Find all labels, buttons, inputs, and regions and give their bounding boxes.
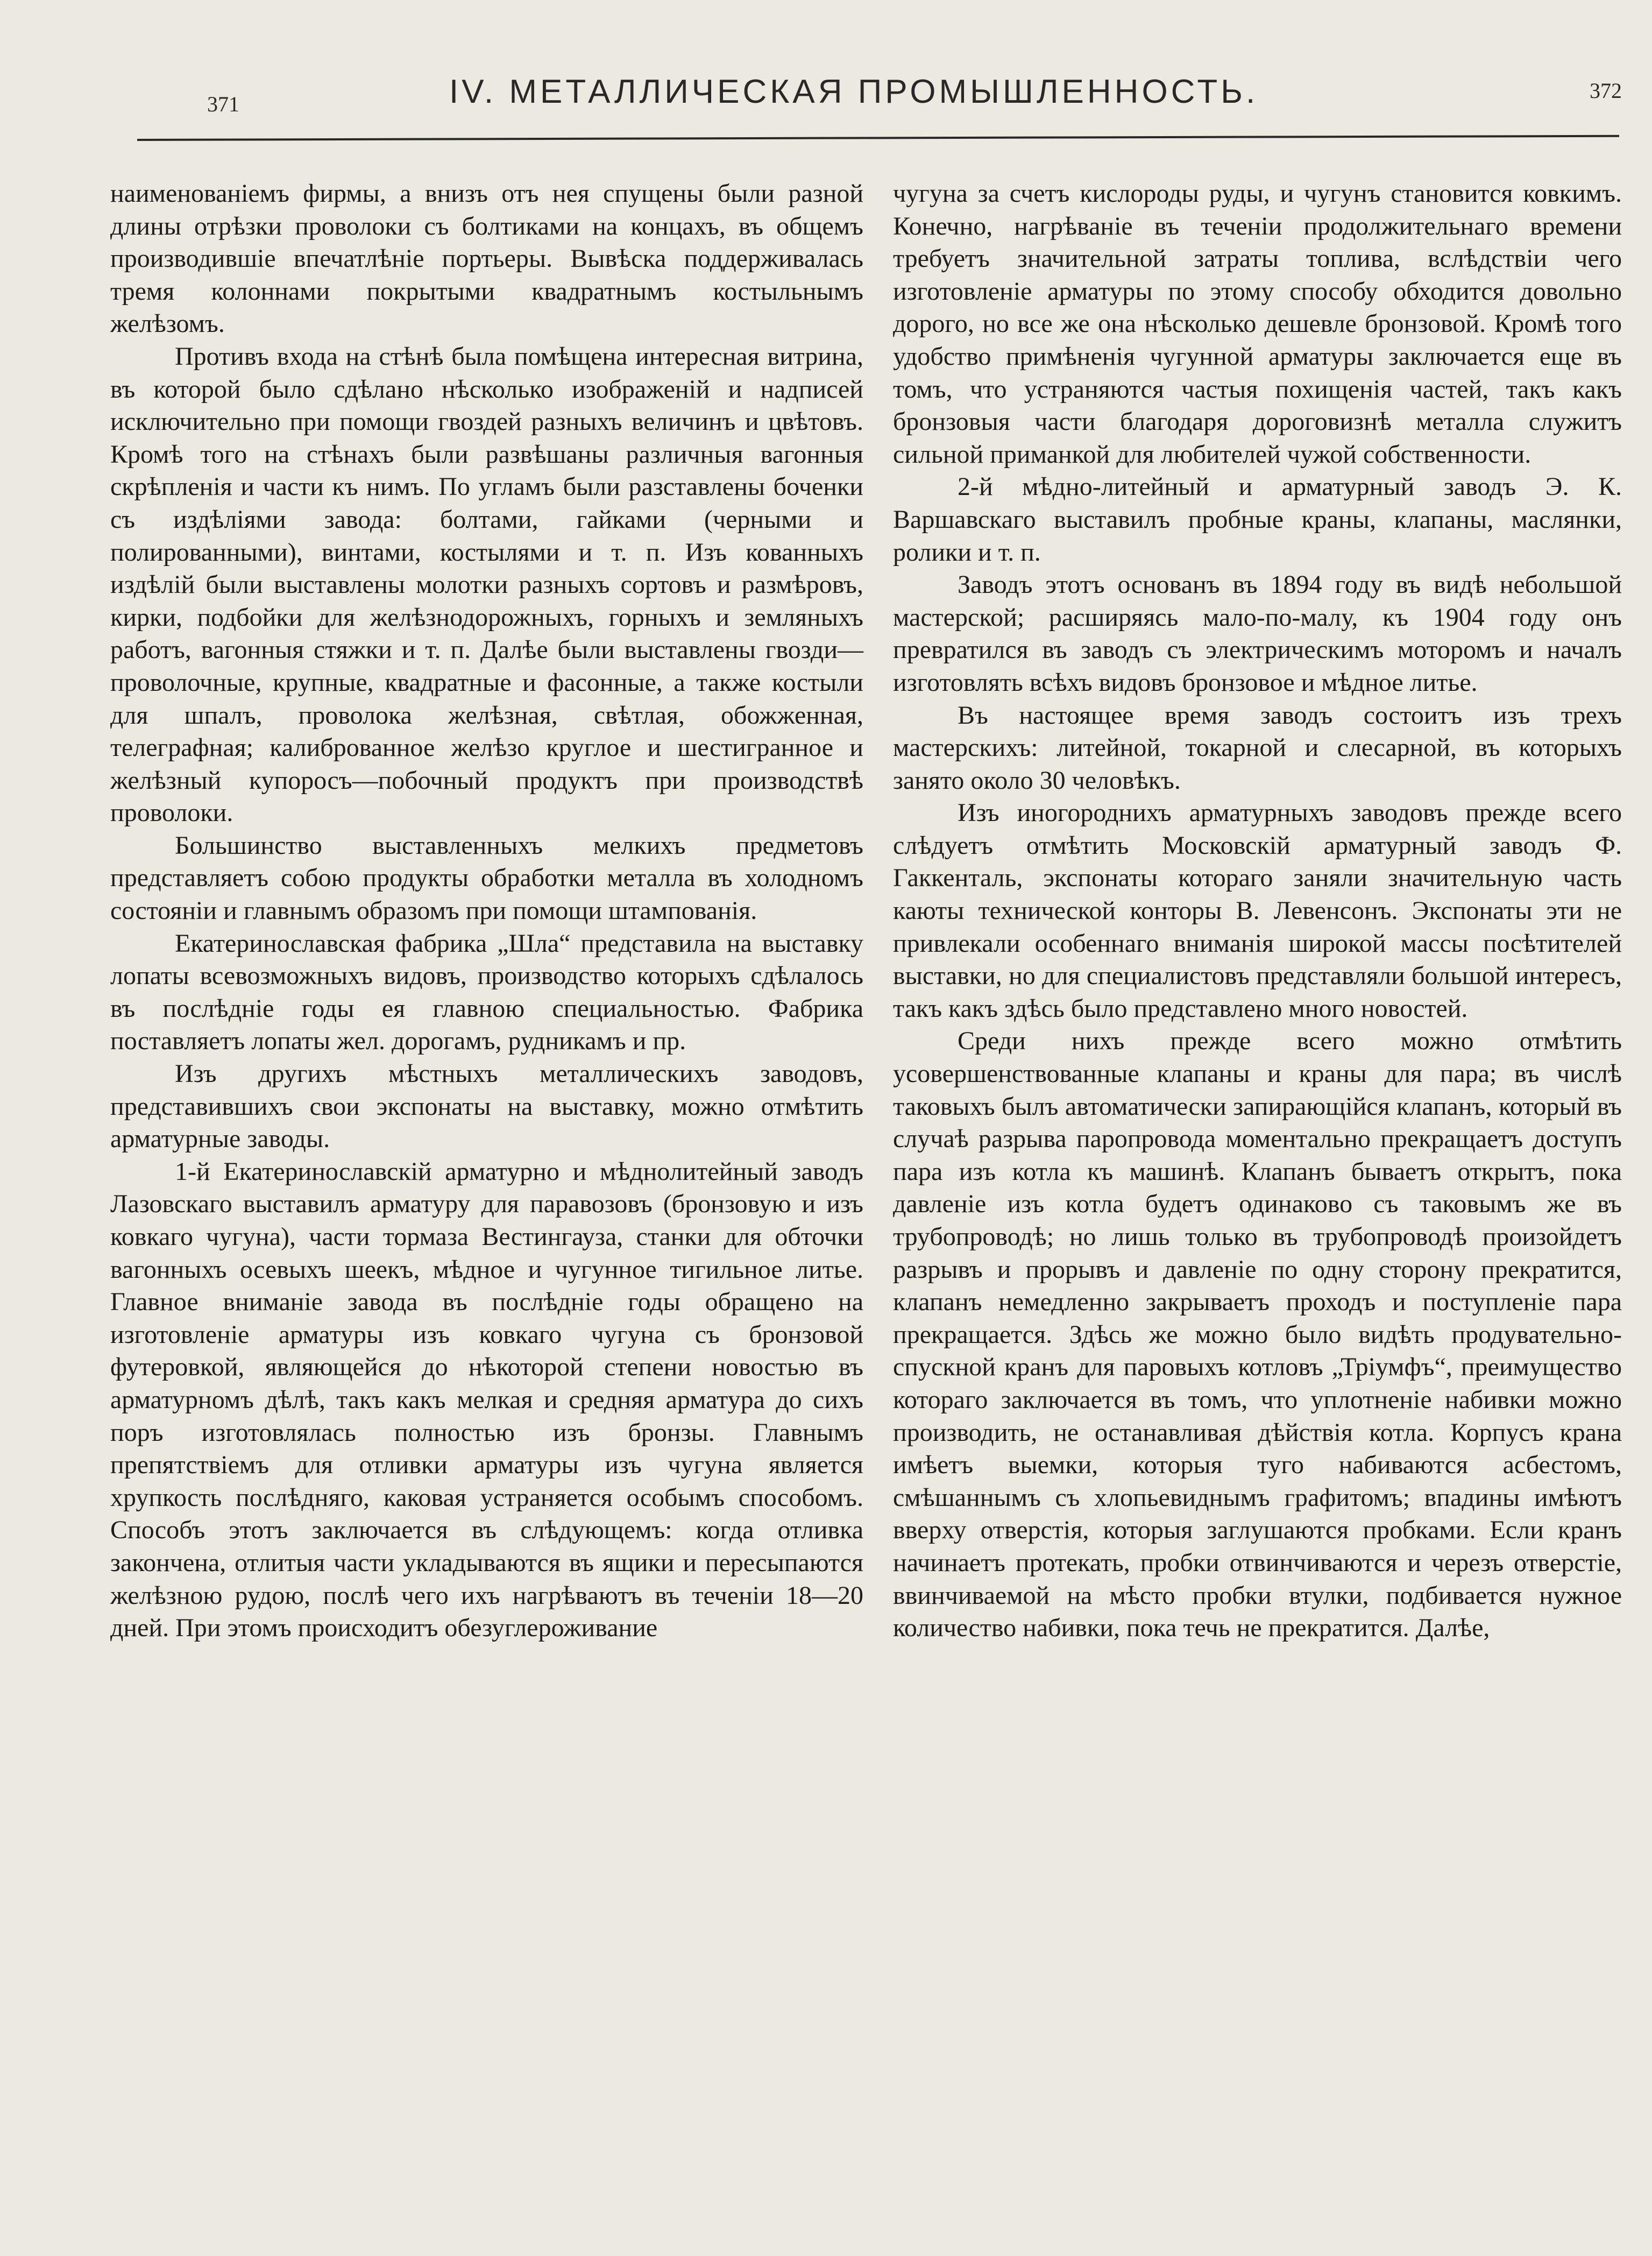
paragraph: наименованіемъ фирмы, а внизъ отъ нея спущены были разной длины отрѣзки проволоки съ болтиками на концахъ, въ общемъ производившіе впечатлѣніе портьеры. Вывѣска поддерживалась тремя колоннами покрытыми квадратнымъ костыльнымъ желѣзомъ. xyxy=(110,179,863,338)
paragraph: Изъ другихъ мѣстныхъ металлическихъ заводовъ, представившихъ свои экспонаты на выставку, можно отмѣтить арматурные заводы. xyxy=(110,1059,863,1154)
paragraph: 2-й мѣдно-литейный и арматурный заводъ Э. К. Варшавскаго выставилъ пробные краны, клапаны, маслянки, ролики и т. п. xyxy=(893,472,1622,567)
paragraph: чугуна за счетъ кислороды руды, и чугунъ становится ковкимъ. Конечно, нагрѣваніе въ теченіи продолжительнаго времени требуетъ значительной затраты топлива, вслѣдствіи чего изготовленіе арматуры по этому способу обходится довольно дорого, но все же она нѣсколько дешевле бронзовой. Кромѣ того удобство примѣненія чугунной арматуры заключается еще въ томъ, что устраняются частыя похищенія частей, такъ какъ бронзовыя части благодаря дороговизнѣ металла служитъ сильной приманкой для любителей чужой собственности. xyxy=(893,179,1622,469)
page-number-right: 372 xyxy=(1590,79,1622,103)
paragraph: Противъ входа на стѣнѣ была помѣщена интересная витрина, въ которой было сдѣлано нѣсколько изображеній и надписей исключительно при помощи гвоздей разныхъ величинъ и цвѣтовъ. Кромѣ того на стѣнахъ были развѣшаны различныя вагонныя скрѣпленія и части къ нимъ. По угламъ были разставлены боченки съ издѣліями завода: болтами, гайками (черными и полированными), винтами, костылями и т. п. Изъ кованныхъ издѣлій были выставлены молотки разныхъ сортовъ и размѣровъ, кирки, подбойки для желѣзнодорожныхъ, горныхъ и земляныхъ работъ, вагонныя стяжки и т. п. Далѣе были выставлены гвозди—проволочные, крупные, квадратные и фасонные, а также костыли для шпалъ, проволока желѣзная, свѣтлая, обожженная, телеграфная; калиброванное желѣзо круглое и шестигранное и желѣзный купоросъ—побочный продуктъ при производствѣ проволоки. xyxy=(110,342,863,828)
running-header xyxy=(137,62,1622,143)
page-number-left: 371 xyxy=(207,92,239,116)
paragraph: Заводъ этотъ основанъ въ 1894 году въ видѣ небольшой мастерской; расширяясь мало-по-малу, къ 1904 году онъ превратился въ заводъ съ электрическимъ моторомъ и началъ изготовлять всѣхъ видовъ бронзовое и мѣдное литье. xyxy=(893,570,1622,697)
paragraph: Изъ иногороднихъ арматурныхъ заводовъ прежде всего слѣдуетъ отмѣтить Московскій арматурный заводъ Ф. Гаккенталь, экспонаты котораго заняли значительную часть каюты технической конторы В. Левенсонъ. Экспонаты эти не привлекали особеннаго вниманія широкой массы посѣтителей выставки, но для специалистовъ представляли большой интересъ, такъ какъ здѣсь было представлено много новостей. xyxy=(893,798,1622,1023)
paragraph: 1-й Екатеринославскій арматурно и мѣднолитейный заводъ Лазовскаго выставилъ арматуру для паравозовъ (бронзовую и изъ ковкаго чугуна), части тормаза Вестингауза, станки для обточки вагонныхъ осевыхъ шеекъ, мѣдное и чугунное тигильное литье. Главное вниманіе завода въ послѣдніе годы обращено на изготовленіе арматуры изъ ковкаго чугуна съ бронзовой футеровкой, являющейся до нѣкоторой степени новостью въ арматурномъ дѣлѣ, такъ какъ мелкая и средняя арматура до сихъ поръ изготовлялась полностью изъ бронзы. Главнымъ препятствіемъ для отливки арматуры изъ чугуна является хрупкость послѣдняго, каковая устраняется особымъ способомъ. Способъ этотъ заключается въ слѣдующемъ: когда отливка закончена, отлитыя части укладываются въ ящики и пересыпаются желѣзною рудою, послѣ чего ихъ нагрѣваютъ въ теченіи 18—20 дней. При этомъ происходитъ обезуглероживание xyxy=(110,1157,863,1643)
paragraph: Большинство выставленныхъ мелкихъ предметовъ представляетъ собою продукты обработки металла въ холодномъ состояніи и главнымъ образомъ при помощи штампованія. xyxy=(110,831,863,925)
left-column xyxy=(110,178,863,1645)
paragraph: Среди нихъ прежде всего можно отмѣтить усовершенствованные клапаны и краны для пара; въ числѣ таковыхъ былъ автоматически запирающійся клапанъ, который въ случаѣ разрыва паропровода моментально прекращаетъ доступъ пара изъ котла къ машинѣ. Клапанъ бываетъ открытъ, пока давленіе изъ котла будетъ одинаково съ таковымъ же въ трубопроводѣ; но лишь только въ трубопроводѣ произойдетъ разрывъ и прорывъ и давленіе по одну сторону прекратится, клапанъ немедленно закрываетъ проходъ и поступленіе пара прекращается. Здѣсь же можно было видѣть продувательно-спускной кранъ для паровыхъ котловъ „Тріумфъ“, преимущество котораго заключается въ томъ, что уплотненіе набивки можно производить, не останавливая дѣйствія котла. Корпусъ крана имѣетъ выемки, которыя туго набиваются асбестомъ, смѣшаннымъ съ хлопьевиднымъ графитомъ; впадины имѣютъ вверху отверстія, которыя заглушаются пробками. Если кранъ начинаетъ протекать, пробки отвинчиваются и черезъ отверстіе, ввинчиваемой на мѣсто пробки втулки, подбивается нужное количество набивки, пока течь не прекратится. Далѣе, xyxy=(893,1027,1622,1643)
running-title: IV. МЕТАЛЛИЧЕСКАЯ ПРОМЫШЛЕННОСТЬ. xyxy=(449,73,1259,110)
paragraph: Екатеринославская фабрика „Шла“ представила на выставку лопаты всевозможныхъ видовъ, производство которыхъ сдѣлалось въ послѣдніе годы ея главною специальностью. Фабрика поставляетъ лопаты жел. дорогамъ, рудникамъ и пр. xyxy=(110,929,863,1056)
paragraph: Въ настоящее время заводъ состоитъ изъ трехъ мастерскихъ: литейной, токарной и слесарной, въ которыхъ занято около 30 человѣкъ. xyxy=(893,701,1622,795)
right-column xyxy=(893,178,1622,1645)
